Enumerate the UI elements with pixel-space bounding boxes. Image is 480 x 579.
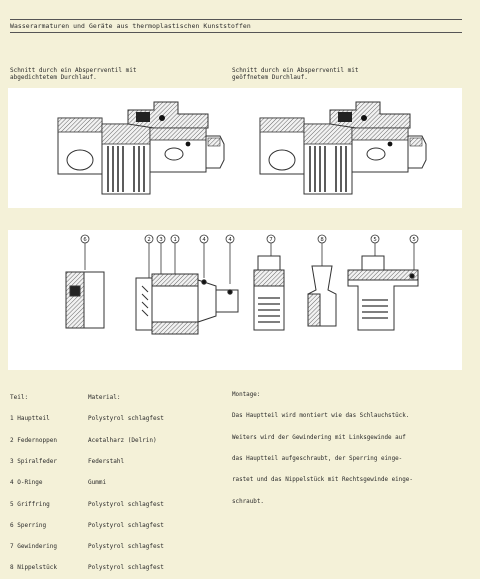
part-item: 3 Spiralfeder [10,458,57,466]
material-item: Polystyrol schlagfest [88,521,164,529]
part-item: 4 O-Ringe [10,479,43,487]
callout-middle-1: 2 [147,237,151,243]
part-gewindering [254,256,284,330]
part-item: 7 Gewindering [10,543,57,551]
part-nippelstueck [308,266,336,326]
section-drawings-panel [8,88,462,208]
part-hauptteil [136,274,238,334]
exploded-parts-panel [8,230,462,370]
assembly-line: das Hauptteil aufgeschraubt, der Sperring einge- [232,456,403,463]
parts-heading: Teil: [10,394,29,402]
header-rule-bottom [10,32,462,33]
part-item: 2 Federnoppen [10,436,57,444]
header-rule-top [10,19,462,20]
caption-closed-line-2: abgedichtetem Durchlauf. [10,74,97,82]
assembly-line: Das Hauptteil wird montiert wie das Schlauchstück. [232,413,410,420]
part-item: 5 Griffring [10,500,50,508]
material-item: Polystyrol schlagfest [88,564,164,572]
caption-closed-line-1: Schnitt durch ein Absperrventil mit [10,67,137,74]
callout-middle-2: 3 [159,237,163,243]
assembly-line: schraubt. [232,498,264,505]
materials-heading: Material: [88,394,121,402]
material-item: Federstahl [88,458,125,466]
caption-open-line-1: Schnitt durch ein Absperrventil mit [232,67,359,74]
callout-right-3: 5 [373,237,377,243]
assembly-heading: Montage: [232,392,261,399]
part-item: 8 Nippelstück [10,564,57,572]
caption-closed [10,67,136,81]
assembly-notes [232,378,413,513]
materials-list [88,380,164,579]
material-item: Polystyrol schlagfest [88,500,164,508]
page-header: Wasserarmaturen und Geräte aus thermoplastischen Kunststoffen [10,22,251,30]
part-sperring [66,272,104,328]
caption-open [232,67,358,81]
part-griffring [348,256,418,330]
valve-section-open [260,102,426,194]
callout-right-1: 7 [269,237,273,243]
valve-section-closed [58,102,224,194]
part-item: 6 Sperring [10,521,47,529]
caption-open-line-2: geöffnetem Durchlauf. [232,74,308,82]
callout-middle-4: 4 [202,237,206,243]
material-item: Polystyrol schlagfest [88,415,164,423]
callout-right-2: 8 [320,237,324,243]
material-item: Polystyrol schlagfest [88,543,164,551]
callout-right-4: 5 [412,237,416,243]
material-item: Acetalharz (Delrin) [88,436,157,444]
material-item: Gummi [88,479,107,487]
part-item: 1 Hauptteil [10,415,50,423]
assembly-line: rastet und das Nippelstück mit Rechtsgewinde einge- [232,477,413,484]
parts-list [10,380,57,579]
callout-middle-5: 4 [228,237,232,243]
callout-left-1: 6 [83,237,87,243]
callout-middle-3: 1 [173,237,177,243]
assembly-line: Weiters wird der Gewindering mit Linksgewinde auf [232,434,406,441]
